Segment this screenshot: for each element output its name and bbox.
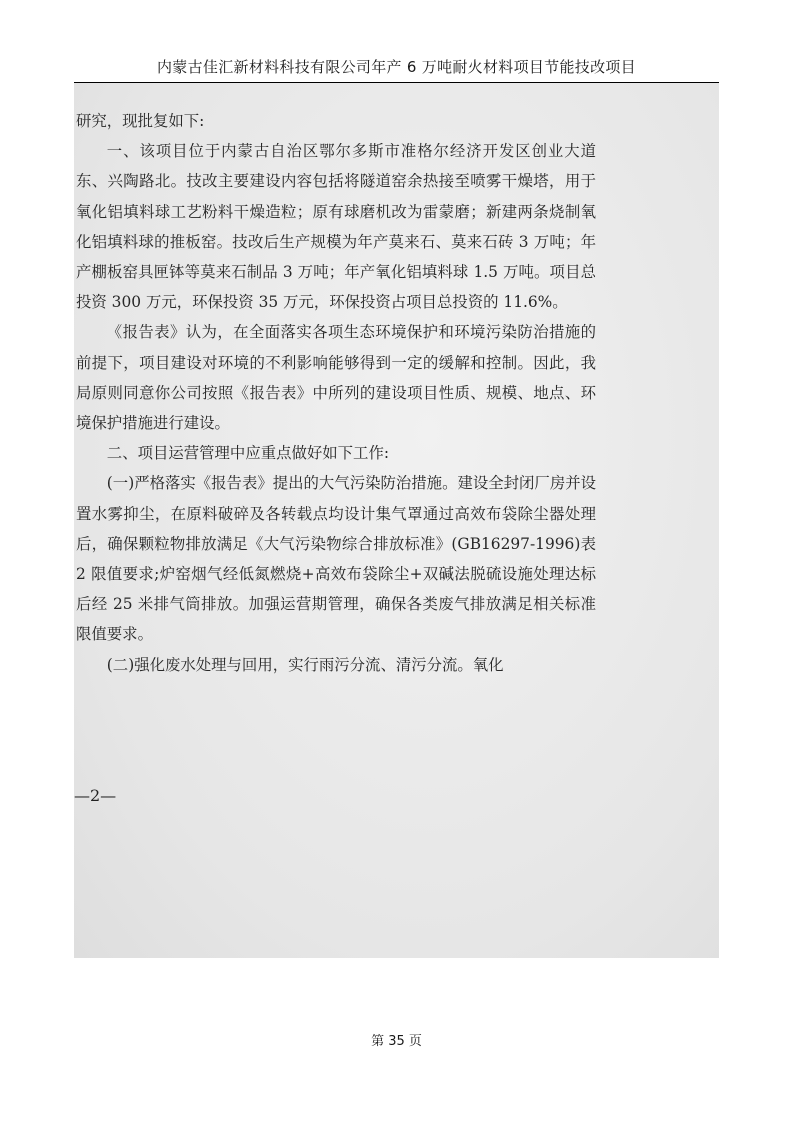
scan-page-number: —2— xyxy=(74,786,117,805)
paragraph-section-1: 一、该项目位于内蒙古自治区鄂尔多斯市准格尔经济开发区创业大道东、兴陶路北。技改主要建设内容包括将隧道窑余热接至喷雾干燥塔，用于氧化铝填料球工艺粉料干燥造粒；原有球磨机改为雷蒙磨；新建两条烧制氧化铝填料球的推板窑。技改后生产规模为年产莫来石、莫来石砖 3 万吨；年产棚板窑具匣钵等莫来石制品 3 万吨；年产氧化铝填料球 1.5 万吨。项目总投资 300 万元，环保投资 35 万元，环保投资占项目总投资的 11.6%。 xyxy=(76,142,596,312)
document-header: 内蒙古佳汇新材料科技有限公司年产 6 万吨耐火材料项目节能技改项目 xyxy=(157,58,636,76)
paragraph-section-2-heading: 二、项目运营管理中应重点做好如下工作: xyxy=(106,444,390,463)
paragraph-intro: 研究，现批复如下: xyxy=(76,112,205,130)
paragraph-report-opinion: 《报告表》认为，在全面落实各项生态环境保护和环境污染防治措施的前提下，项目建设对环境的不利影响能够得到一定的缓解和控制。因此，我局原则同意你公司按照《报告表》中所列的建设项目性质、规模、地点、环境保护措施进行建设。 xyxy=(76,323,596,433)
paragraph-item-1: (一)严格落实《报告表》提出的大气污染防治措施。建设全封闭厂房并设置水雾抑尘，在原料破碎及各转载点均设计集气罩通过高效布袋除尘器处理后，确保颗粒物排放满足《大气污染物综合排放标准》(GB16297-1996)表 2 限值要求;炉窑烟气经低氮燃烧+高效布袋除尘+双碱法脱硫设施处理达标后经 25 米排气筒排放。加强运营期管理，确保各类废气排放满足相关标准限值要求。 xyxy=(76,474,596,644)
page-number-footer: 第 35 页 xyxy=(371,1034,422,1049)
paragraph-item-2: (二)强化废水处理与回用，实行雨污分流、清污分流。氧化 xyxy=(106,655,504,674)
document-body xyxy=(76,106,596,680)
